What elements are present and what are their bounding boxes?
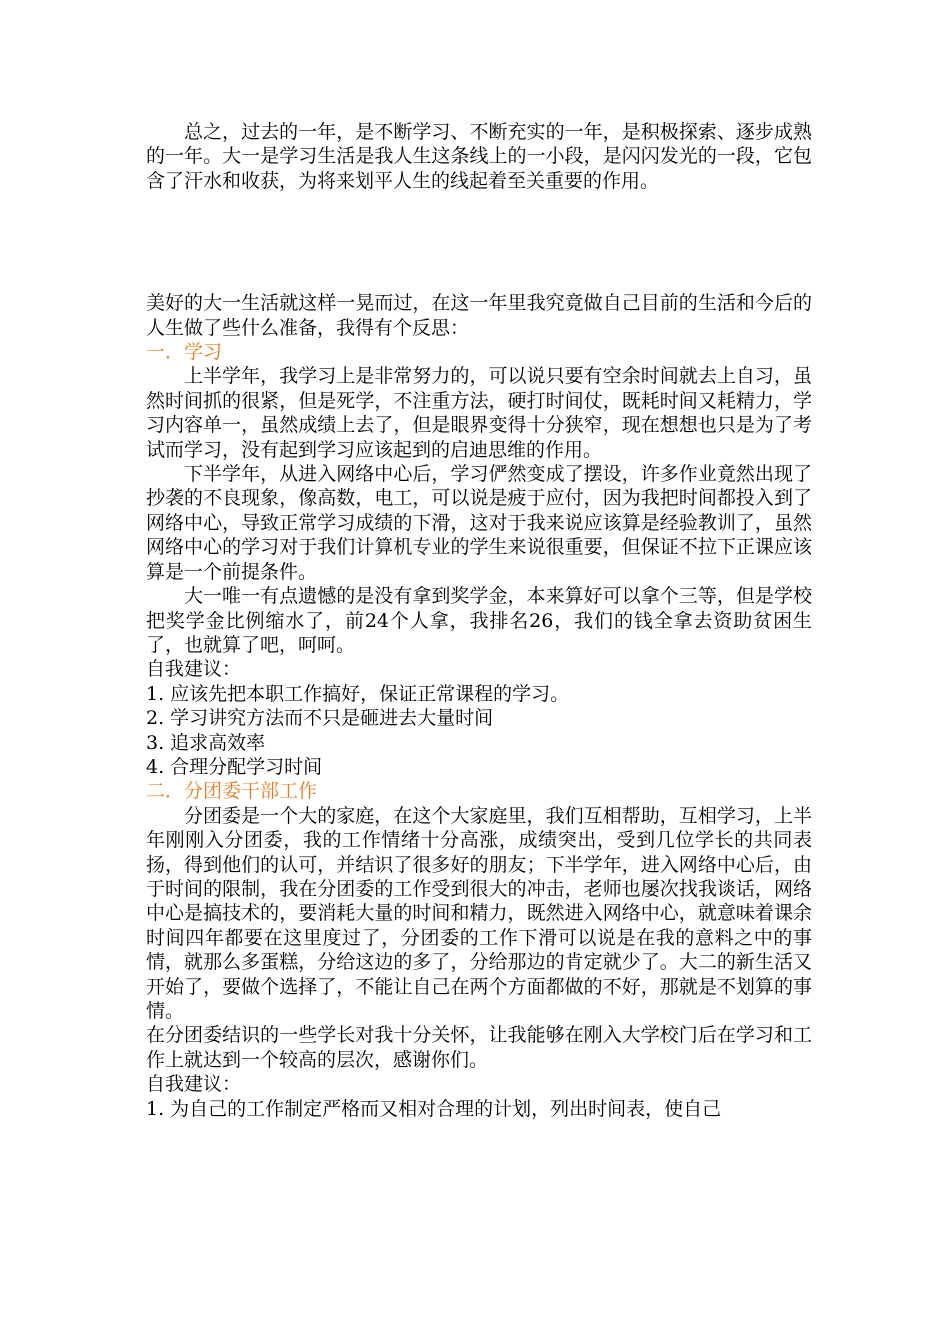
study-advice-label: 自我建议： [146, 658, 242, 681]
study-advice-item-1: 1. 应该先把本职工作搞好，保证正常课程的学习。 [146, 682, 570, 705]
study-advice-item-2: 2. 学习讲究方法而不只是砸进去大量时间 [146, 707, 494, 730]
section-gap [146, 193, 812, 291]
section-heading-study: 一．学习 [146, 341, 223, 364]
document-page [146, 120, 812, 1121]
league-work-paragraph: 分团委是一个大的家庭，在这个大家庭里，我们互相帮助，互相学习，上半年刚刚入分团委，我的工作情绪十分高涨，成绩突出，受到几位学长的共同表扬，得到他们的认可，并结识了很多好的朋友；下半学年，进入网络中心后，由于时间的限制，我在分团委的工作受到很大的冲击，老师也屡次找我谈话，网络中心是搞技术的，要消耗大量的时间和精力，既然进入网络中心，就意味着课余时间四年都要在这里度过了，分团委的工作下滑可以说是在我的意料之中的事情，就那么多蛋糕，分给这边的多了，分给那边的肯定就少了。大二的新生活又开始了，要做个选择了，不能让自己在两个方面都做的不好，那就是不划算的事情。 [146, 804, 812, 1022]
study-paragraph-2: 下半学年，从进入网络中心后，学习俨然变成了摆设，许多作业竟然出现了抄袭的不良现象，像高数，电工，可以说是疲于应付，因为我把时间都投入到了网络中心，导致正常学习成绩的下滑，这对于我来说应该算是经验教训了，虽然网络中心的学习对于我们计算机专业的学生来说很重要，但保证不拉下正课应该算是一个前提条件。 [146, 463, 812, 583]
summary-paragraph: 总之，过去的一年，是不断学习、不断充实的一年，是积极探索、逐步成熟的一年。大一是学习生活是我人生这条线上的一小段，是闪闪发光的一段，它包含了汗水和收获，为将来划平人生的线起着至关重要的作用。 [146, 121, 812, 192]
section-heading-league-work: 二．分团委干部工作 [146, 780, 318, 803]
intro-paragraph: 美好的大一生活就这样一晃而过，在这一年里我究竟做自己目前的生活和今后的人生做了些什么准备，我得有个反思： [146, 292, 812, 339]
study-advice-item-4: 4. 合理分配学习时间 [146, 755, 323, 778]
league-advice-label: 自我建议： [146, 1073, 242, 1096]
study-paragraph-3: 大一唯一有点遗憾的是没有拿到奖学金，本来算好可以拿个三等，但是学校把奖学金比例缩水了，前24个人拿，我排名26，我们的钱全拿去资助贫困生了，也就算了吧，呵呵。 [146, 585, 812, 656]
thanks-paragraph: 在分团委结识的一些学长对我十分关怀，让我能够在刚入大学校门后在学习和工作上就达到一个较高的层次，感谢你们。 [146, 1024, 812, 1071]
study-advice-item-3: 3. 追求高效率 [146, 731, 266, 754]
study-paragraph-1: 上半学年，我学习上是非常努力的，可以说只要有空余时间就去上自习，虽然时间抓的很紧，但是死学，不注重方法，硬打时间仗，既耗时间又耗精力，学习内容单一，虽然成绩上去了，但是眼界变得十分狭窄，现在想想也只是为了考试而学习，没有起到学习应该起到的启迪思维的作用。 [146, 365, 812, 461]
league-advice-item-1: 1. 为自己的工作制定严格而又相对合理的计划，列出时间表，使自己 [146, 1097, 722, 1120]
